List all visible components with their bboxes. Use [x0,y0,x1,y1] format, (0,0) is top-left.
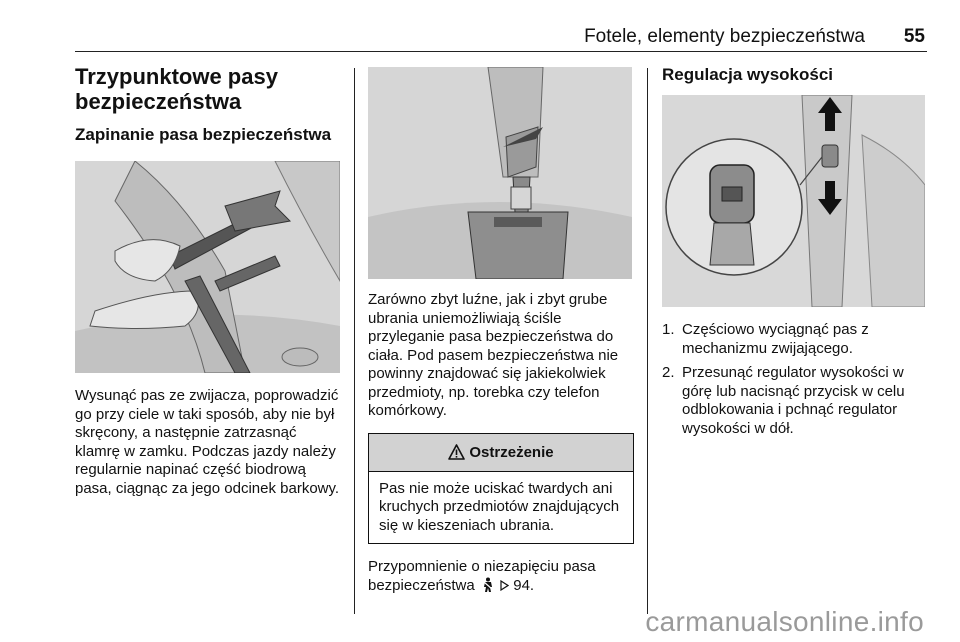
warning-header [369,434,633,472]
warning-triangle-icon [448,444,465,460]
column-2 [368,64,634,598]
buckling-drawing [75,161,340,373]
seatbelt-person-icon [482,577,494,599]
buckling-paragraph: Wysunąć pas ze zwijacza, poprowadzić go przy ciele w taki sposób, aby nie był skręcony, a następnie zatrzasnąć klamrę w zamku. Podczas jazdy należy regularnie napinać część biodrową pasa, ciągnąc za jego odcinek barkowy. [75,387,340,497]
reminder-text: Przypomnienie o niezapięciu pasa bezpieczeństwa [368,558,596,594]
list-item [662,321,928,358]
section-title: Fotele, elementy bezpieczeństwa [584,26,865,47]
step-text: Przesunąć regulator wysokości w górę lub nacisnąć przycisk w celu odblokowania i pchnąć regulator wysokości w dół. [682,364,905,437]
step-number: 1. [662,321,675,338]
warning-text: Pas nie może uciskać twardych ani kruchych przedmiotów znajdujących się w kieszeniach ubrania. [379,479,620,534]
buckle-drawing [368,67,632,279]
height-adjuster-drawing [662,95,925,307]
height-adjust-illustration [662,95,925,307]
page-reference-triangle-icon [500,578,509,597]
reminder-page-ref[interactable]: 94. [513,576,535,594]
header-rule [75,51,927,52]
list-item [662,364,928,438]
column-divider-2 [647,68,648,614]
steps-list [662,321,928,438]
clothing-paragraph: Zarówno zbyt luźne, jak i zbyt grube ubrania uniemożliwiają ściśle przyleganie pasa bezpieczeństwa do ciała. Pod pasem bezpieczeństwa nie powinny znajdować się jakiekolwiek przedmioty, np. torebka czy telefon komórkowy. [368,291,619,419]
column-divider-1 [354,68,355,614]
clothing-illustration [368,67,632,279]
height-adjust-heading: Regulacja wysokości [662,65,834,84]
warning-box [368,433,634,545]
step-text: Częściowo wyciągnąć pas z mechanizmu zwijającego. [682,321,869,357]
watermark: carmanualsonline.info [645,606,924,637]
buckling-subheading: Zapinanie pasa bezpieczeństwa [75,125,332,144]
reminder-paragraph [368,558,634,598]
page-number: 55 [903,26,925,47]
column-3 [662,64,928,444]
main-heading: Trzypunktowe pasy bezpieczeństwa [75,64,278,114]
warning-label: Ostrzeżenie [469,443,554,461]
buckling-illustration [75,161,340,373]
page-header [75,22,927,52]
column-1 [75,64,343,498]
step-number: 2. [662,364,675,381]
